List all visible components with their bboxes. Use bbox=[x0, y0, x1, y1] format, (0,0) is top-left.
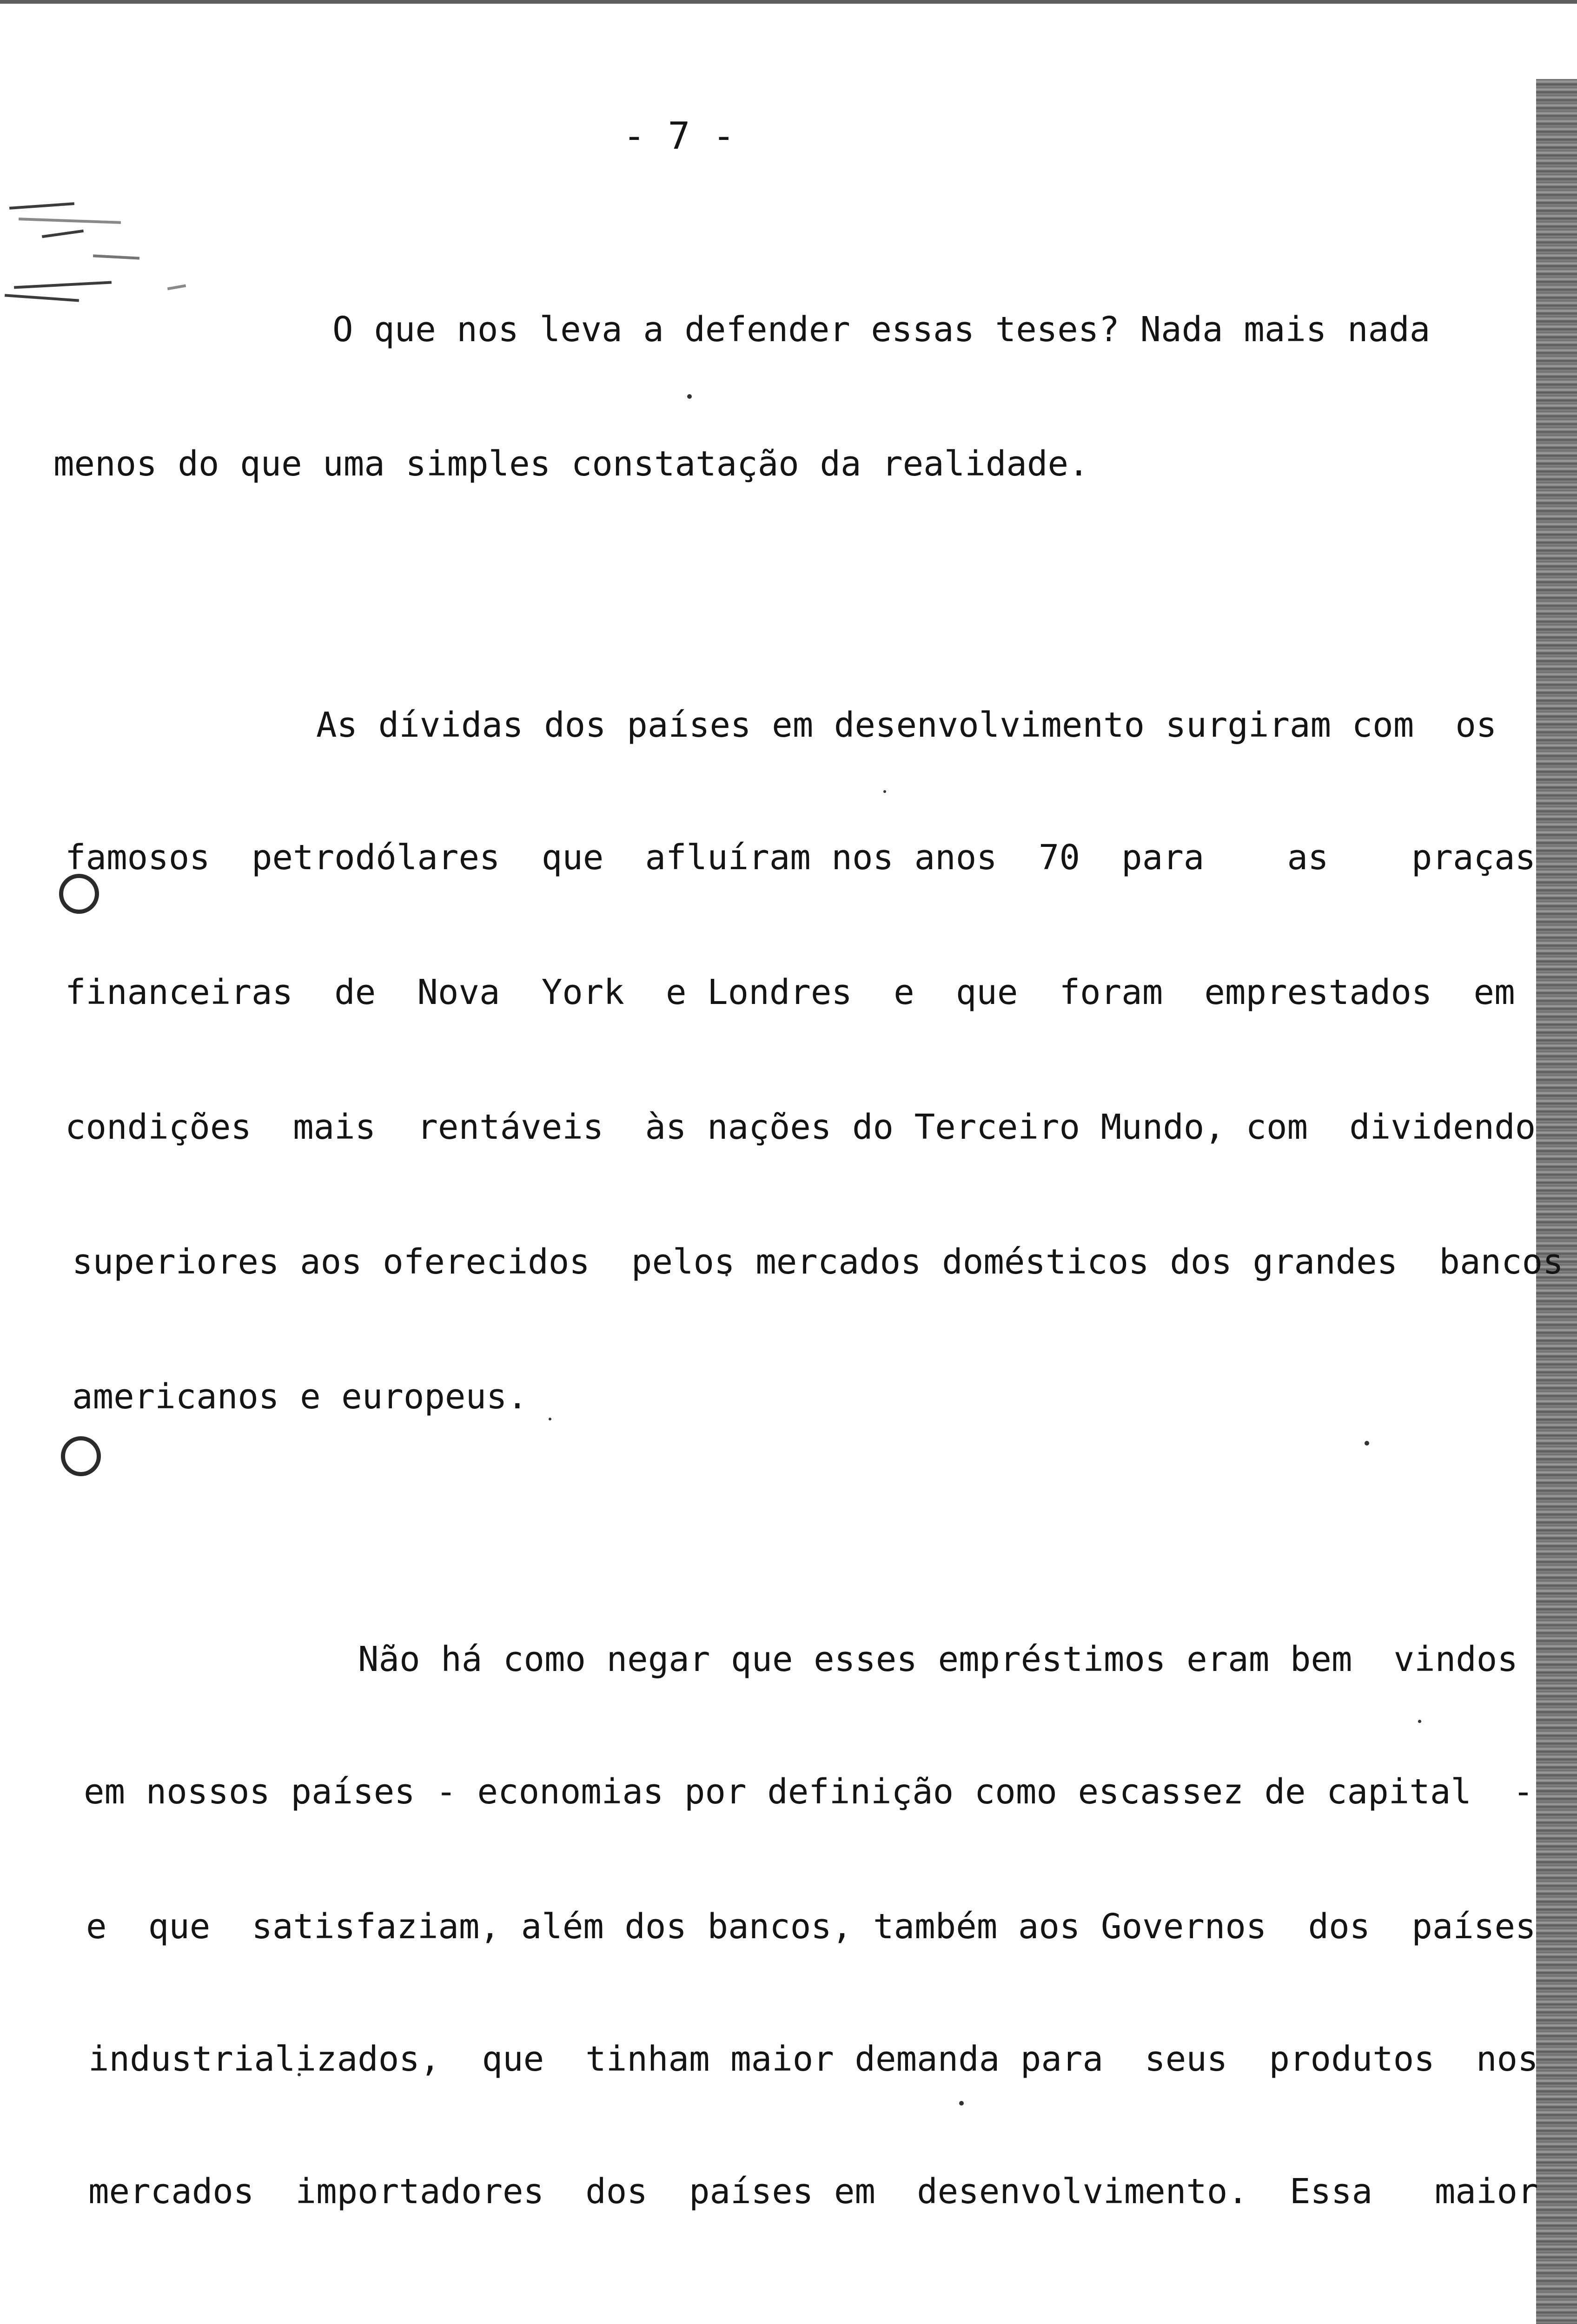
paragraph-2-line-1: As dívidas dos países em desenvolvimento surgiram com os bbox=[316, 705, 1497, 745]
scan-speck bbox=[883, 790, 886, 793]
scan-speck bbox=[1418, 1720, 1421, 1723]
page-number: - 7 - bbox=[623, 114, 735, 158]
scan-speck bbox=[1365, 1441, 1369, 1446]
paragraph-2-line-3: financeiras de Nova York e Londres e que foram emprestados em bbox=[65, 972, 1515, 1012]
scan-top-edge bbox=[0, 0, 1577, 4]
paragraph-3-line-2: em nossos países - economias por definição como escassez de capital - bbox=[84, 1772, 1534, 1812]
punch-hole-mark bbox=[59, 874, 99, 914]
paragraph-3-line-3: e que satisfaziam, além dos bancos, também aos Governos dos países bbox=[86, 1907, 1536, 1947]
margin-scribble bbox=[0, 191, 195, 307]
scan-speck bbox=[959, 2101, 964, 2106]
paragraph-2-line-4: condições mais rentáveis às nações do Terceiro Mundo, com dividendo bbox=[65, 1107, 1536, 1147]
scan-speck bbox=[687, 394, 692, 399]
paragraph-2-line-5: superiores aos oferecidos pelos mercados domésticos dos grandes bancos bbox=[72, 1242, 1564, 1282]
paragraph-1-line-2: menos do que uma simples constatação da realidade. bbox=[53, 444, 1089, 484]
paragraph-3-line-5: mercados importadores dos países em desenvolvimento. Essa maior bbox=[88, 2172, 1538, 2212]
paragraph-3-line-1: Não há como negar que esses empréstimos eram bem vindos bbox=[358, 1639, 1518, 1679]
scan-speck bbox=[549, 1418, 551, 1420]
paragraph-2-line-2: famosos petrodólares que afluíram nos anos 70 para as praças bbox=[65, 838, 1536, 878]
paragraph-1-line-1: O que nos leva a defender essas teses? Nada mais nada bbox=[332, 310, 1431, 350]
paragraph-3-line-4: industrializados, que tinham maior demanda para seus produtos nos bbox=[88, 2039, 1538, 2079]
scan-right-edge bbox=[1536, 79, 1577, 2324]
paragraph-2-line-6: americanos e europeus. bbox=[72, 1377, 528, 1417]
punch-hole-mark bbox=[61, 1436, 101, 1476]
